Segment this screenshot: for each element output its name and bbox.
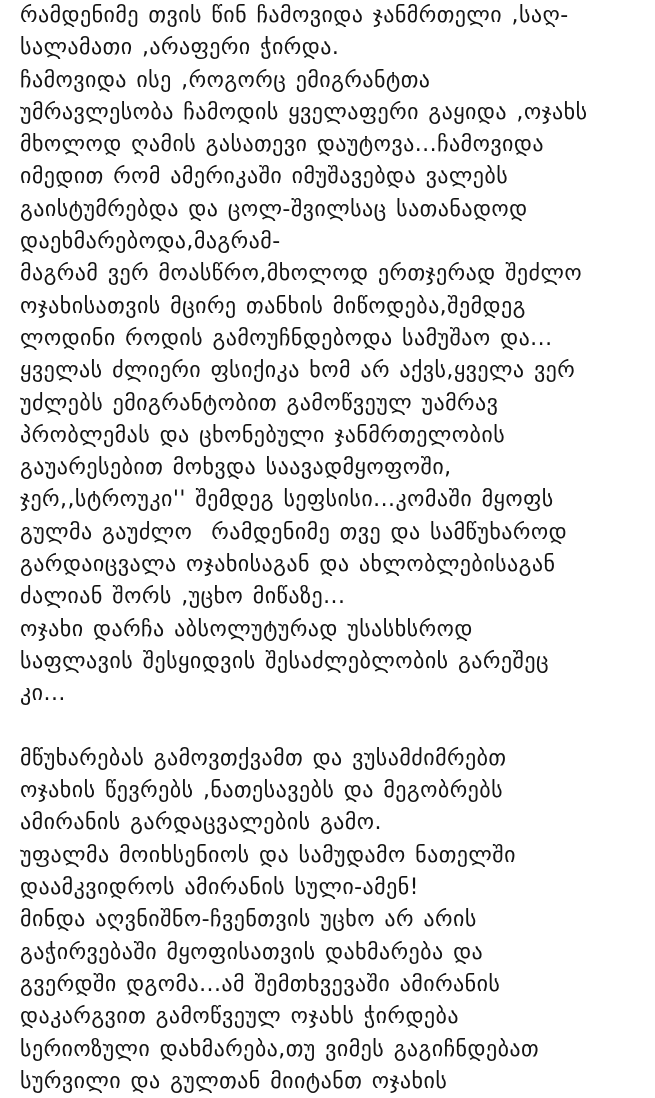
text-line: ოჯახი დარჩა აბსოლუტურად უსასხსროდ [20, 616, 473, 642]
text-line: პრობლემას და ცხონებული ჯანმრთელობის [20, 422, 506, 448]
paragraph-gap [20, 711, 645, 743]
text-line: სალამათი ,არაფერი ჭირდა. [20, 35, 340, 61]
text-line: უფალმა მოიხსენიოს და სამუდამო ნათელში [20, 842, 516, 868]
text-line: დაკარგვით გამოწვეულ ოჯახს ჭირდება [20, 1004, 459, 1030]
post-body [20, 0, 645, 1098]
text-line: ოჯახის წევრებს ,ნათესავებს და მეგობრებს [20, 778, 504, 804]
text-line: მწუხარებას გამოვთქვამთ და ვუსამძიმრებთ [20, 745, 507, 771]
paragraph-2 [20, 743, 645, 1098]
text-line: ჩამოვიდა ისე ,როგორც ემიგრანტთა [20, 67, 431, 93]
text-line: ყველას ძლიერი ფსიქიკა ხომ არ აქვს,ყველა ვერ [20, 358, 576, 384]
text-line: გაისტუმრებდა და ცოლ-შვილსაც სათანადოდ [20, 196, 528, 222]
text-line: იმედით რომ ამერიკაში იმუშავებდა ვალებს [20, 164, 509, 190]
text-line: დაეხმარებოდა,მაგრამ- [20, 229, 281, 255]
text-line: უძლებს ემიგრანტობით გამოწვეულ უამრავ [20, 390, 499, 416]
text-line: სურვილი და გულთან მიიტანთ ოჯახის [20, 1068, 448, 1094]
text-line: უმრავლესობა ჩამოდის ყველაფერი გაყიდა ,ოჯახს [20, 99, 588, 125]
text-line: საფლავის შესყიდვის შესაძლებლობის გარეშეც [20, 648, 549, 674]
text-line: გაუარესებით მოხვდა საავადმყოფოში, [20, 455, 452, 481]
paragraph-1 [20, 0, 645, 711]
text-line: მინდა აღვნიშნო-ჩვენთვის უცხო არ არის [20, 907, 477, 933]
text-line: ლოდინი როდის გამოუჩნდებოდა სამუშაო და... [20, 325, 553, 351]
text-line: ძალიან შორს ,უცხო მიწაზე... [20, 584, 346, 610]
text-line: მხოლოდ ღამის გასათევი დაუტოვა...ჩამოვიდა [20, 132, 544, 158]
text-line: გულმა გაუძლო რამდენიმე თვე და სამწუხაროდ [20, 519, 568, 545]
text-line: მაგრამ ვერ მოასწრო,მხოლოდ ერთჯერად შეძლო [20, 261, 583, 287]
text-line: გვერდში დგომა...ამ შემთხვევაში ამირანის [20, 971, 501, 997]
text-line: გაჭირვებაში მყოფისათვის დახმარება და [20, 939, 484, 965]
text-line: გარდაიცვალა ოჯახისაგან და ახლობლებისაგან [20, 552, 556, 578]
text-line: ოჯახისათვის მცირე თანხის მიწოდება,შემდეგ [20, 293, 526, 319]
text-line: ამირანის გარდაცვალების გამო. [20, 810, 382, 836]
text-line: კი... [20, 681, 66, 707]
text-line: რამდენიმე თვის წინ ჩამოვიდა ჯანმრთელი ,საღ- [20, 3, 569, 28]
text-line: დაამკვიდროს ამირანის სული-ამენ! [20, 875, 419, 901]
text-line: სერიოზული დახმარება,თუ ვიმეს გაგიჩნდებათ [20, 1036, 540, 1062]
text-line: ჯერ,,სტროუკი'' შემდეგ სეფსისი...კომაში მყოფს [20, 487, 554, 513]
